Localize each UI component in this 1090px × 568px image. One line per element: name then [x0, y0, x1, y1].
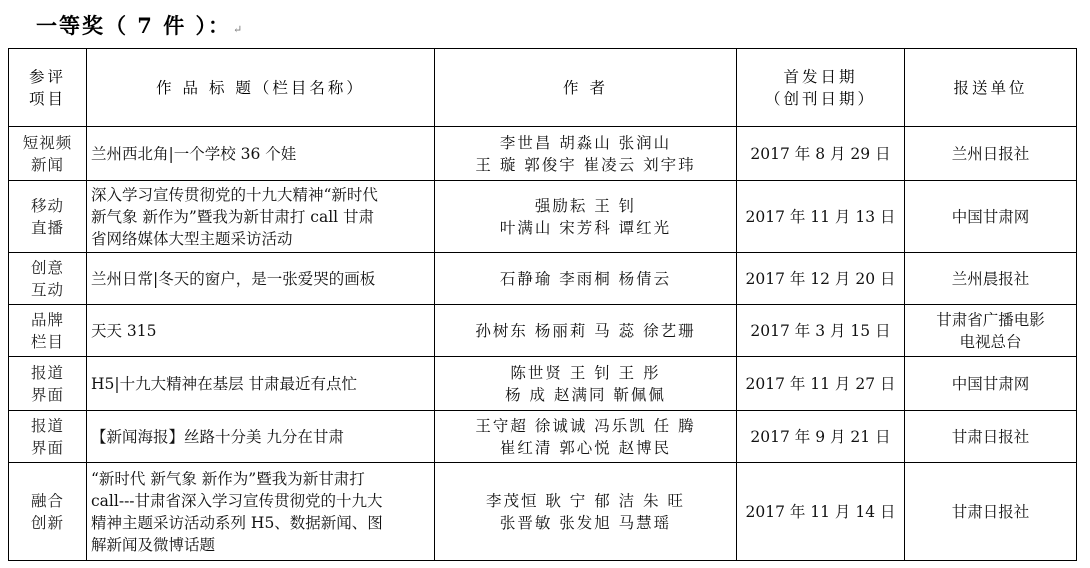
cell-unit	[905, 411, 1077, 463]
cell-category-line: 界面	[30, 385, 64, 404]
cell-authors	[435, 305, 737, 357]
cell-authors	[435, 463, 737, 561]
cell-authors-line: 张晋敏 张发旭 马慧瑶	[499, 513, 672, 532]
cell-unit-line: 电视总台	[959, 332, 1022, 351]
cell-authors-line: 李世昌 胡淼山 张润山	[499, 133, 672, 152]
cell-authors-line: 石静瑜 李雨桐 杨倩云	[499, 269, 672, 288]
cell-title-line: 精神主题采访活动系列 H5、数据新闻、图	[91, 513, 383, 532]
cell-date-line: 2017 年 9 月 21 日	[750, 427, 891, 446]
cell-unit	[905, 253, 1077, 305]
cell-date	[737, 253, 905, 305]
cell-unit	[905, 357, 1077, 411]
cell-category-line: 新闻	[30, 155, 64, 174]
cell-unit-line: 甘肃省广播电影	[936, 310, 1045, 329]
header-title: 作 品 标 题（栏目名称）	[87, 49, 435, 127]
cell-date	[737, 411, 905, 463]
section-heading-text: 一等奖（ 7 件 ）：	[36, 13, 232, 38]
cell-authors-line: 崔红清 郭心悦 赵博民	[499, 438, 672, 457]
header-unit: 报送单位	[905, 49, 1077, 127]
cell-category-line: 互动	[30, 280, 64, 299]
table-row	[9, 357, 1077, 411]
table-row	[9, 305, 1077, 357]
cell-title-line: 解新闻及微博话题	[91, 535, 216, 554]
cell-title	[87, 357, 435, 411]
cell-category-line: 报道	[30, 363, 64, 382]
cell-title-line: H5|十九大精神在基层 甘肃最近有点忙	[91, 374, 358, 393]
cell-date-line: 2017 年 11 月 14 日	[745, 502, 896, 521]
cell-category	[9, 305, 87, 357]
cell-unit	[905, 127, 1077, 181]
header-date	[737, 49, 905, 127]
cell-title	[87, 411, 435, 463]
cell-unit	[905, 463, 1077, 561]
cell-authors	[435, 411, 737, 463]
cell-unit-line: 兰州日报社	[951, 144, 1030, 163]
cell-authors-line: 王守超 徐诚诚 冯乐凯 任 腾	[475, 416, 696, 435]
cell-category-line: 栏目	[30, 332, 64, 351]
cell-category	[9, 181, 87, 253]
cell-title	[87, 127, 435, 181]
cell-title-line: 【新闻海报】丝路十分美 九分在甘肃	[91, 427, 344, 446]
cell-category-line: 融合	[30, 491, 64, 510]
cell-date	[737, 181, 905, 253]
cell-title	[87, 253, 435, 305]
cell-unit-line: 甘肃日报社	[951, 427, 1030, 446]
table-row	[9, 181, 1077, 253]
cell-authors-line: 王 璇 郭俊宇 崔凌云 刘宇玮	[475, 155, 696, 174]
cell-category-line: 直播	[30, 218, 64, 237]
cell-date-line: 2017 年 3 月 15 日	[750, 321, 891, 340]
table-row	[9, 463, 1077, 561]
cell-category-line: 创新	[30, 513, 64, 532]
cell-category	[9, 463, 87, 561]
cell-category-line: 短视频	[22, 133, 73, 152]
cell-unit-line: 甘肃日报社	[951, 502, 1030, 521]
cell-unit-line: 中国甘肃网	[951, 207, 1030, 226]
awards-table	[8, 48, 1077, 561]
cell-title	[87, 463, 435, 561]
cell-category	[9, 253, 87, 305]
cell-date-line: 2017 年 11 月 13 日	[745, 207, 896, 226]
table-body	[9, 127, 1077, 561]
cell-authors-line: 孙树东 杨丽莉 马 蕊 徐艺珊	[475, 321, 696, 340]
cell-date-line: 2017 年 8 月 29 日	[750, 144, 891, 163]
cell-title-line: call---甘肃省深入学习宣传贯彻党的十九大	[91, 491, 383, 510]
cell-category-line: 品牌	[30, 310, 64, 329]
cell-authors-line: 陈世贤 王 钊 王 彤	[510, 363, 661, 382]
cell-title-line: 省网络媒体大型主题采访活动	[91, 229, 293, 248]
cell-date-line: 2017 年 11 月 27 日	[745, 374, 896, 393]
cell-date	[737, 463, 905, 561]
cell-authors-line: 杨 成 赵满同 靳佩佩	[505, 385, 666, 404]
cell-authors	[435, 357, 737, 411]
cell-title-line: 兰州日常|冬天的窗户，是一张爱哭的画板	[91, 269, 376, 288]
cell-unit	[905, 181, 1077, 253]
cell-title	[87, 305, 435, 357]
header-category-line: 项目	[28, 89, 66, 108]
header-date-line: （创刊日期）	[764, 89, 876, 108]
table-header-row	[9, 49, 1077, 127]
section-heading	[36, 10, 244, 40]
cell-authors-line: 强励耘 王 钊	[534, 196, 637, 215]
cell-authors-line: 叶满山 宋芳科 谭红光	[499, 218, 672, 237]
cell-category	[9, 411, 87, 463]
cell-date	[737, 127, 905, 181]
cell-unit	[905, 305, 1077, 357]
cell-authors	[435, 127, 737, 181]
cell-date	[737, 357, 905, 411]
cell-category-line: 移动	[30, 196, 64, 215]
table-row	[9, 411, 1077, 463]
cell-title-line: 天天 315	[91, 321, 157, 340]
cell-title	[87, 181, 435, 253]
header-authors: 作 者	[435, 49, 737, 127]
table-row	[9, 127, 1077, 181]
header-category-line: 参评	[28, 67, 66, 86]
cell-title-line: 兰州西北角|一个学校 36 个娃	[91, 144, 297, 163]
cell-category	[9, 357, 87, 411]
cell-date-line: 2017 年 12 月 20 日	[745, 269, 896, 288]
paragraph-mark-icon: ↵	[233, 23, 245, 36]
cell-category-line: 报道	[30, 416, 64, 435]
cell-title-line: 新气象 新作为”暨我为新甘肃打 call 甘肃	[91, 207, 375, 226]
header-category	[9, 49, 87, 127]
cell-category	[9, 127, 87, 181]
cell-category-line: 创意	[30, 258, 64, 277]
cell-authors	[435, 253, 737, 305]
cell-title-line: “新时代 新气象 新作为”暨我为新甘肃打	[91, 469, 365, 488]
cell-unit-line: 兰州晨报社	[951, 269, 1030, 288]
cell-category-line: 界面	[30, 438, 64, 457]
cell-authors	[435, 181, 737, 253]
cell-title-line: 深入学习宣传贯彻党的十九大精神“新时代	[91, 185, 378, 204]
cell-unit-line: 中国甘肃网	[951, 374, 1030, 393]
header-date-line: 首发日期	[783, 67, 858, 86]
cell-authors-line: 李茂恒 耿 宁 郁 洁 朱 旺	[485, 491, 686, 510]
cell-date	[737, 305, 905, 357]
table-row	[9, 253, 1077, 305]
